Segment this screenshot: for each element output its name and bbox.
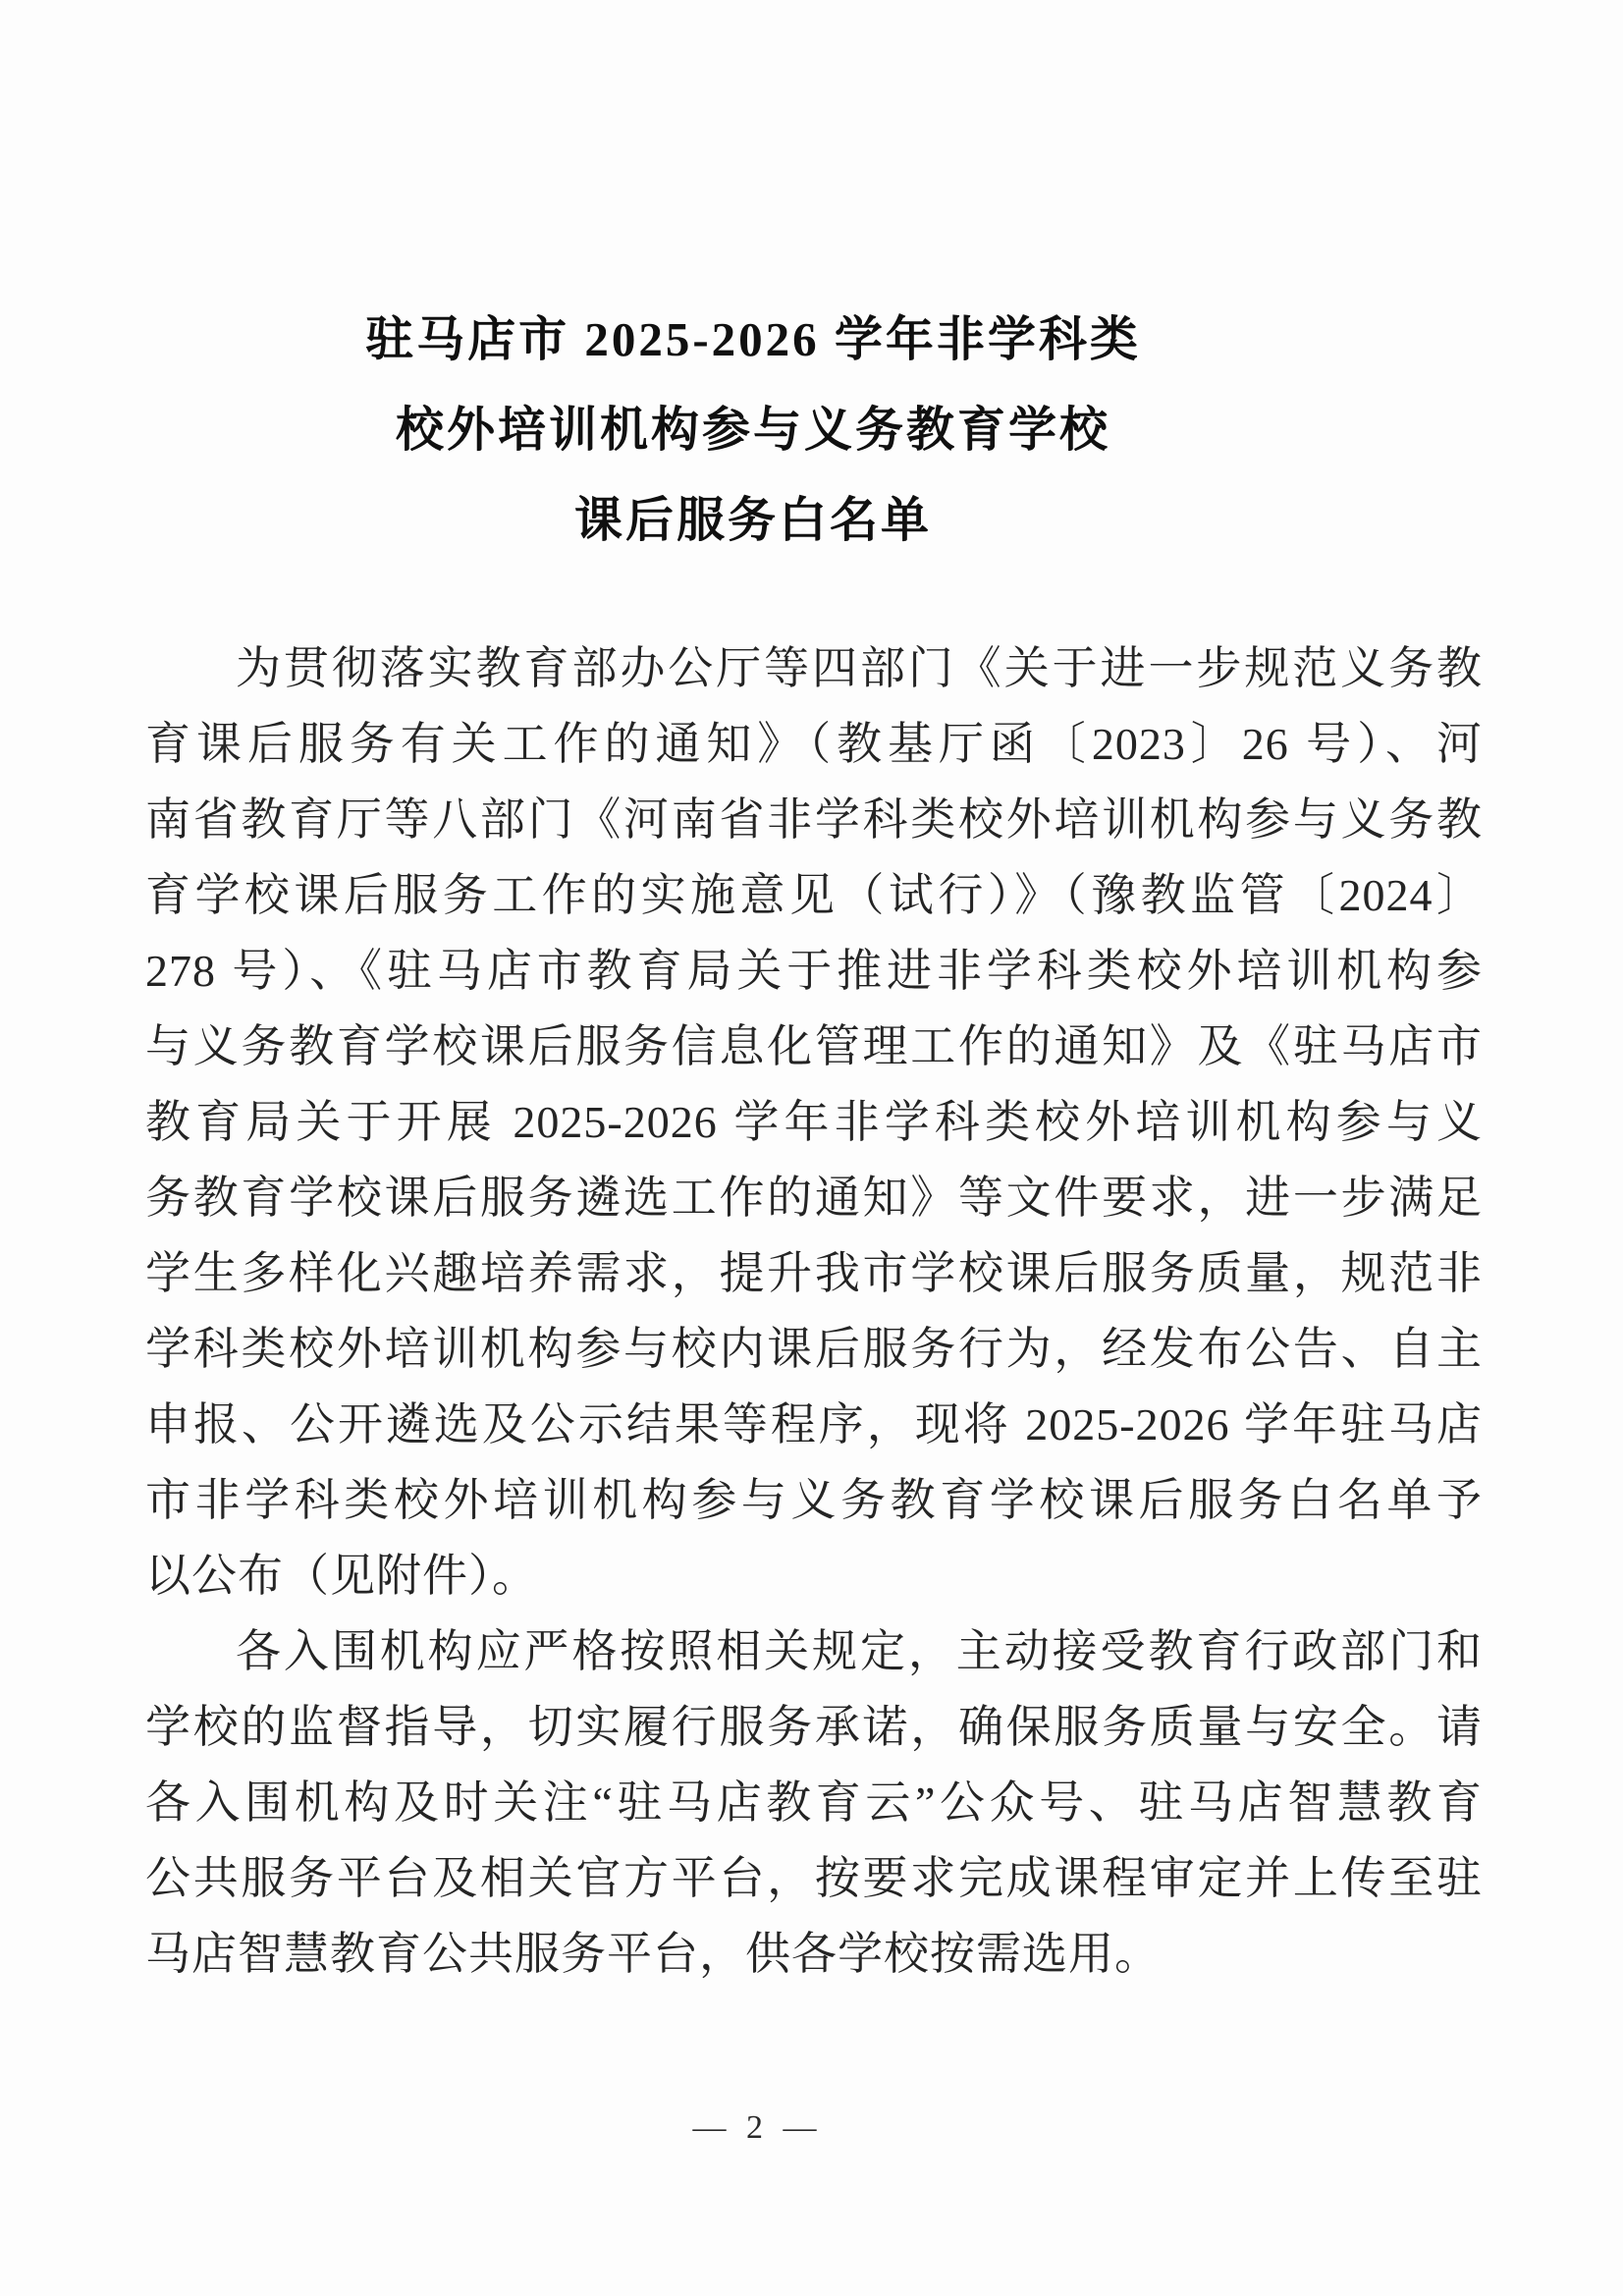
paragraph-2: [145, 1613, 1483, 1992]
document-line: 学生多样化兴趣培养需求，提升我市学校课后服务质量，规范非: [145, 1248, 1483, 1298]
title-line: 课后服务白名单: [573, 493, 932, 547]
document-line: 以公布（见附件）。: [145, 1551, 538, 1601]
document-line: 各入围机构应严格按照相关规定，主动接受教育行政部门和: [236, 1626, 1483, 1676]
document-line: 为贯彻落实教育部办公厅等四部门《关于进一步规范义务教: [236, 643, 1483, 693]
document-line: 马店智慧教育公共服务平台，供各学校按需选用。: [145, 1929, 1161, 1979]
document-line: 市非学科类校外培训机构参与义务教育学校课后服务白名单予: [145, 1475, 1483, 1525]
page-number: — 2 —: [692, 2109, 823, 2146]
document-line: 育课后服务有关工作的通知》（教基厅函〔2023〕26 号）、河: [145, 719, 1483, 769]
document-line: 南省教育厅等八部门《河南省非学科类校外培训机构参与义务教: [145, 794, 1483, 845]
document-line: 学科类校外培训机构参与校内课后服务行为，经发布公告、自主: [145, 1324, 1483, 1374]
title-line: 驻马店市 2025-2026 学年非学科类: [365, 312, 1141, 366]
document-line: 育学校课后服务工作的实施意见（试行）》（豫教监管〔2024〕: [145, 870, 1483, 920]
document-line: 学校的监督指导，切实履行服务承诺，确保服务质量与安全。请: [145, 1702, 1483, 1752]
document-line: 公共服务平台及相关官方平台，按要求完成课程审定并上传至驻: [145, 1853, 1483, 1903]
document-line: 务教育学校课后服务遴选工作的通知》等文件要求，进一步满足: [145, 1173, 1483, 1223]
title-line: 校外培训机构参与义务教育学校: [395, 403, 1110, 457]
document-body: [145, 630, 1483, 1992]
paragraph-1: [145, 630, 1483, 1613]
document-line: 各入围机构及时关注“驻马店教育云”公众号、驻马店智慧教育: [145, 1777, 1483, 1828]
document-line: 与义务教育学校课后服务信息化管理工作的通知》及《驻马店市: [145, 1021, 1483, 1071]
document-line: 278 号）、《驻马店市教育局关于推进非学科类校外培训机构参: [145, 946, 1483, 996]
document-line: 教育局关于开展 2025-2026 学年非学科类校外培训机构参与义: [145, 1097, 1483, 1147]
document-line: 申报、公开遴选及公示结果等程序，现将 2025-2026 学年驻马店: [145, 1399, 1483, 1449]
document-title: [84, 295, 1422, 566]
